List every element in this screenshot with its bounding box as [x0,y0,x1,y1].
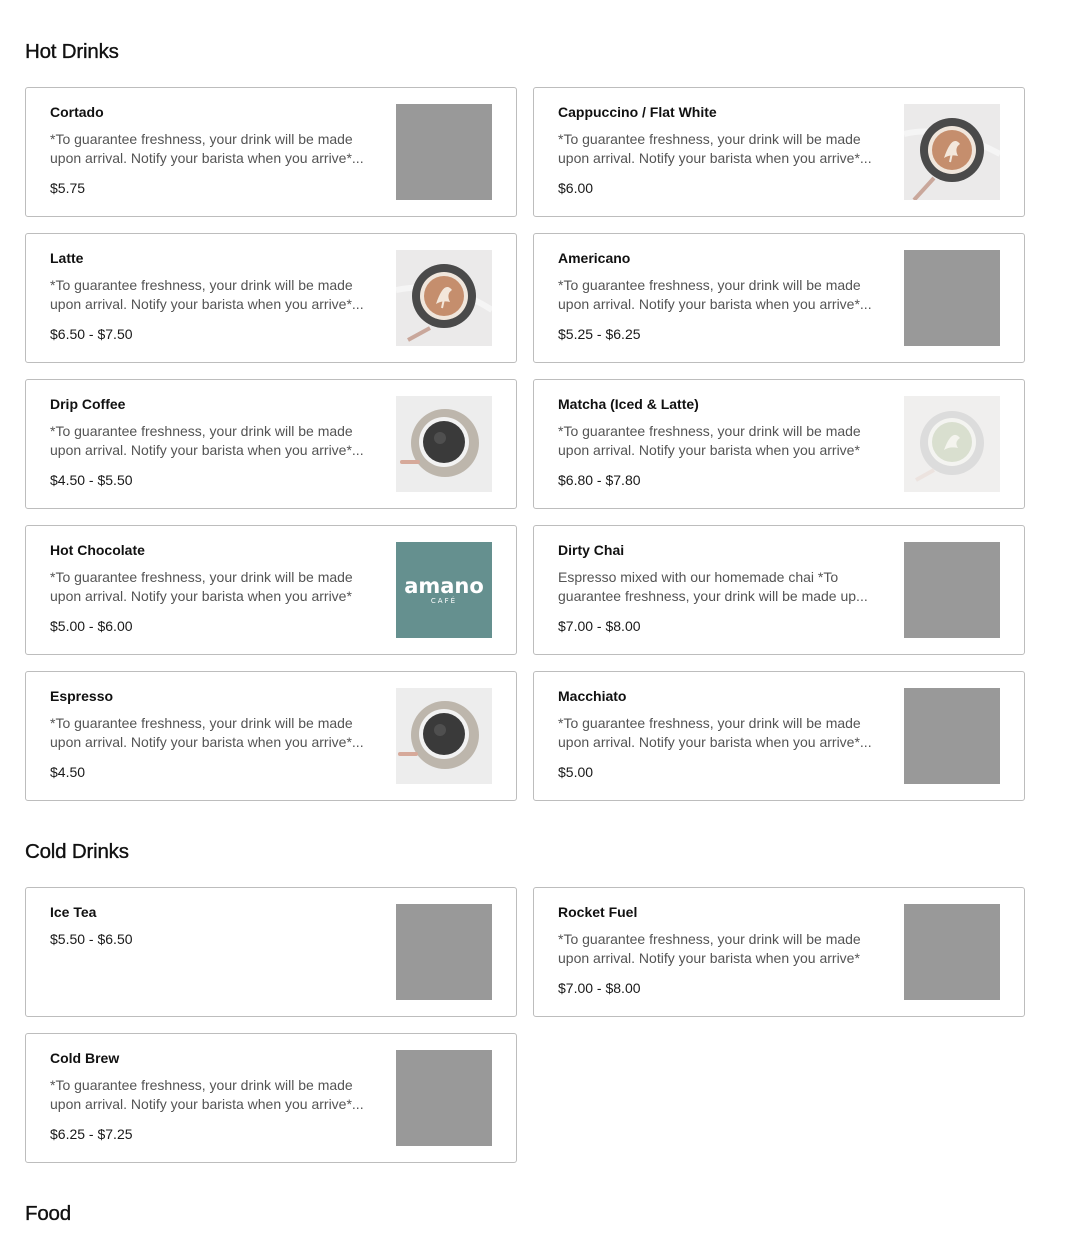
item-description: Espresso mixed with our homemade chai *To guarantee freshness, your drink will be made up... [558,569,868,604]
item-price: $6.25 - $7.25 [50,1126,133,1142]
item-description: *To guarantee freshness, your drink will be made upon arrival. Notify your barista when you arrive*... [50,1077,364,1112]
item-name: Hot Chocolate [50,542,145,558]
item-price: $7.00 - $8.00 [558,980,641,996]
item-name: Rocket Fuel [558,904,638,920]
menu-item-card[interactable] [533,379,1025,509]
item-price: $6.50 - $7.50 [50,326,133,342]
item-image-placeholder [904,542,1000,638]
item-price: $5.25 - $6.25 [558,326,641,342]
menu-item-card[interactable] [533,233,1025,363]
item-price: $4.50 [50,764,86,780]
menu-item-card[interactable] [25,233,517,363]
item-description: *To guarantee freshness, your drink will be made upon arrival. Notify your barista when you arrive*... [50,131,364,166]
item-price: $5.50 - $6.50 [50,931,133,947]
item-price: $4.50 - $5.50 [50,472,133,488]
item-name: Matcha (Iced & Latte) [558,396,699,412]
matcha-cup-image [904,396,1000,492]
item-image-placeholder [904,250,1000,346]
black-coffee-cup-image [396,688,492,784]
item-price: $7.00 - $8.00 [558,618,641,634]
item-name: Espresso [50,688,114,704]
menu-item-card[interactable] [25,525,517,655]
item-image-placeholder [396,1050,492,1146]
item-description: *To guarantee freshness, your drink will be made upon arrival. Notify your barista when you arrive* [50,569,353,604]
item-price: $5.00 - $6.00 [50,618,133,634]
menu-item-card[interactable] [533,887,1025,1017]
item-name: Ice Tea [50,904,97,920]
item-name: Latte [50,250,84,266]
item-price: $5.00 [558,764,594,780]
section-title-cold-drinks: Cold Drinks [25,840,129,863]
menu-item-card[interactable] [533,87,1025,217]
logo-main-text: amano [404,574,484,598]
latte-art-cup-image [904,104,1000,200]
menu-item-card[interactable] [25,671,517,801]
item-name: Cold Brew [50,1050,120,1066]
section-title-food: Food [25,1202,71,1225]
item-name: Dirty Chai [558,542,625,558]
item-price: $6.00 [558,180,594,196]
section-title-hot-drinks: Hot Drinks [25,40,119,63]
cold-drinks-grid [25,887,1025,1163]
item-description: *To guarantee freshness, your drink will be made upon arrival. Notify your barista when you arrive* [558,423,861,458]
item-price: $5.75 [50,180,86,196]
item-price: $6.80 - $7.80 [558,472,641,488]
menu-item-card[interactable] [25,87,517,217]
item-image-placeholder [396,104,492,200]
amano-cafe-logo [396,542,492,638]
item-name: Cortado [50,104,104,120]
item-description: *To guarantee freshness, your drink will be made upon arrival. Notify your barista when you arrive* [558,931,861,966]
black-coffee-cup-image [396,396,492,492]
item-description: *To guarantee freshness, your drink will be made upon arrival. Notify your barista when you arrive*... [50,277,364,312]
logo-sub-text: CAFÉ [430,597,458,605]
item-name: Drip Coffee [50,396,126,412]
item-description: *To guarantee freshness, your drink will be made upon arrival. Notify your barista when you arrive*... [558,131,872,166]
menu-item-card[interactable] [533,671,1025,801]
item-name: Cappuccino / Flat White [558,104,717,120]
item-image-placeholder [904,688,1000,784]
menu-item-card[interactable] [25,887,517,1017]
menu-item-card[interactable] [25,379,517,509]
menu-item-card[interactable] [533,525,1025,655]
item-name: Macchiato [558,688,627,704]
item-description: *To guarantee freshness, your drink will be made upon arrival. Notify your barista when you arrive*... [50,423,364,458]
item-image-placeholder [396,904,492,1000]
item-description: *To guarantee freshness, your drink will be made upon arrival. Notify your barista when you arrive*... [558,715,872,750]
hot-drinks-grid [25,87,1025,801]
item-description: *To guarantee freshness, your drink will be made upon arrival. Notify your barista when you arrive*... [50,715,364,750]
menu-item-card[interactable] [25,1033,517,1163]
item-image-placeholder [904,904,1000,1000]
item-description: *To guarantee freshness, your drink will be made upon arrival. Notify your barista when you arrive*... [558,277,872,312]
latte-art-cup-image [396,250,492,346]
item-name: Americano [558,250,631,266]
